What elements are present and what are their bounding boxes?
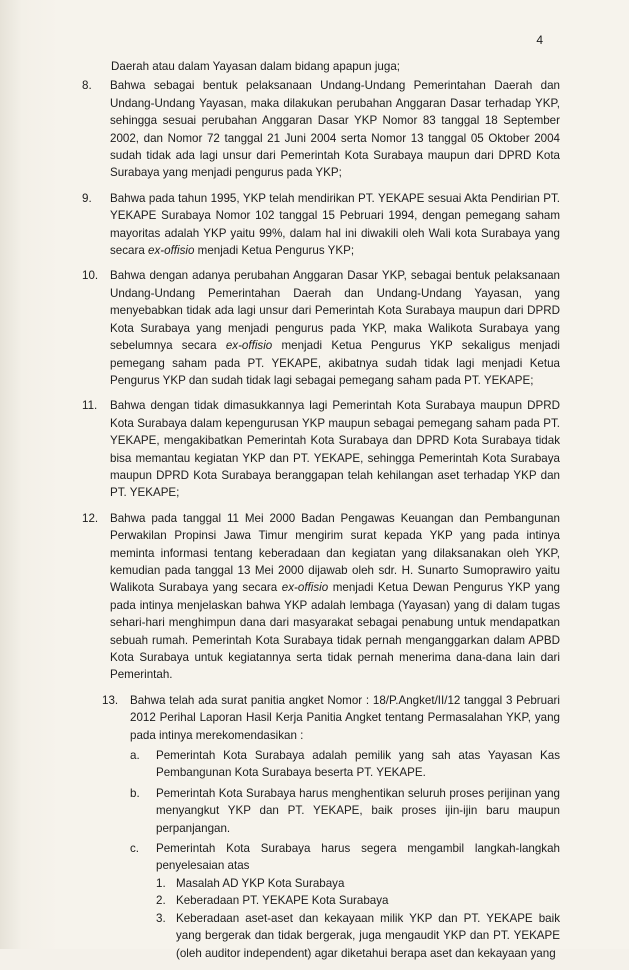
numbered-point-1 [156,875,560,892]
item-text: Bahwa telah ada surat panitia angket Nomor : 18/P.Angket/II/12 tanggal 3 Pebruari 2012 Perihal Laporan Hasil Kerja Panitia Angket tentang Permasalahan YKP, yang pada intinya merekomendasikan : [130,693,560,742]
item-number: 9. [82,191,92,205]
item-text: Bahwa sebagai bentuk pelaksanaan Undang-Undang Pemerintahan Daerah dan Undang-Undang Yayasan, maka dilakukan perubahan Anggaran Dasar terhadap YKP, sehingga sesuai perubahan Anggaran Dasar YKP Nomor 83 tanggal 18 September 2002, dan Nomor 72 tanggal 21 Juni 2004 serta Nomor 13 tanggal 05 Oktober 2004 sudah tidak ada lagi unsur dari Pemerintah Kota Surabaya maupun dari DPRD Kota Surabaya yang menjadi pengurus pada YKP; [110,79,560,180]
sub-item-b [130,785,560,837]
page-number: 4 [536,33,543,47]
italic-term: ex-offisio [281,581,329,595]
list-item-11 [82,397,560,501]
list-item-13 [102,692,560,962]
numbered-point-2 [156,892,560,909]
point-number: 2. [156,894,166,908]
point-text: Masalah AD YKP Kota Surabaya [176,876,345,890]
document-body [82,58,560,970]
sub-item-c [130,840,560,962]
list-item-10 [82,267,560,389]
point-text: Keberadaan aset-aset dan kekayaan milik YKP dan PT. YEKAPE baik yang bergerak dan tidak bergerak, juga mengaudit YKP dan PT. YEKAPE (oleh auditor independent) agar diketahui berapa aset dan kekayaan yang [176,911,560,960]
list-item-9 [82,190,560,260]
item-text: Bahwa pada tahun 1995, YKP telah mendirikan PT. YEKAPE sesuai Akta Pendirian PT. YEKAPE Surabaya Nomor 102 tanggal 15 Pebruari 1994, dengan pemegang saham mayoritas adalah YKP yaitu 99%, dalam hal ini diwakili oleh Wali kota Surabaya yang secara ex-offisio menjadi Ketua Pengurus YKP; [110,191,560,258]
item-number: 12. [82,511,99,525]
item-number: 13. [102,693,119,707]
item-text: Bahwa dengan tidak dimasukkannya lagi Pemerintah Kota Surabaya maupun DPRD Kota Surabaya dalam kepengurusan YKP maupun sebagai pemegang saham pada PT. YEKAPE, mengakibatkan Pemerintah Kota Surabaya dan DPRD Kota Surabaya tidak bisa memantau kegiatan YKP dan PT. YEKAPE, sehingga Pemerintah Kota Surabaya maupun DPRD Kota Surabaya beranggapan telah kehilangan aset terhadap YKP dan PT. YEKAPE; [110,399,560,500]
sub-item-text: Pemerintah Kota Surabaya harus menghentikan seluruh proses perijinan yang menyangkut YKP dan PT. YEKAPE, baik proses ijin-ijin baru maupun perpanjangan. [156,786,560,835]
sub-item-text: Pemerintah Kota Surabaya adalah pemilik yang sah atas Yayasan Kas Pembangunan Kota Surabaya beserta PT. YEKAPE. [156,749,560,780]
item-number: 11. [82,399,98,413]
item-number: 8. [82,79,92,93]
list-item-12 [82,510,560,684]
list-item-8 [82,77,560,181]
item-number: 10. [82,269,99,283]
italic-term: ex-offisio [148,244,195,258]
item-text: Bahwa dengan adanya perubahan Anggaran Dasar YKP, sebagai bentuk pelaksanaan Undang-Undang Pemerintahan Daerah dan Undang-Undang Yayasan, yang menyebabkan tidak ada lagi unsur dari Pemerintah Kota Surabaya maupun dari DPRD Kota Surabaya yang menjadi pengurus pada YKP, maka Walikota Surabaya yang sebelumnya secara ex-offisio menjadi Ketua Pengurus YKP sekaligus menjadi pemegang saham pada PT. YEKAPE, akibatnya sudah tidak lagi menjadi Ketua Pengurus YKP dan sudah tidak lagi sebagai pemegang saham pada PT. YEKAPE; [110,269,560,387]
point-text: Keberadaan PT. YEKAPE Kota Surabaya [176,894,389,908]
sub-item-letter: a. [130,749,140,763]
numbered-point-3 [156,910,560,962]
sub-item-letter: c. [130,842,140,856]
italic-term: ex-offisio [225,339,273,353]
sub-item-a [130,747,560,782]
sub-item-c-block [156,840,560,962]
sub-item-text: Pemerintah Kota Surabaya harus segera mengambil langkah-langkah penyelesaian atas [156,842,560,873]
point-number: 1. [156,876,166,890]
intro-line: Daerah atau dalam Yayasan dalam bidang apapun juga; [111,60,400,73]
point-number: 3. [156,911,166,925]
item-text: Bahwa pada tanggal 11 Mei 2000 Badan Pengawas Keuangan dan Pembangunan Perwakilan Propinsi Jawa Timur mengirim surat kepada YKP yang pada intinya meminta informasi tentang keberadaan dan kegiatan yang dilaksanakan oleh YKP, kemudian pada tanggal 13 Mei 2000 dijawab oleh sdr. H. Sunarto Sumoprawiro yaitu Walikota Surabaya yang secara ex-offisio menjadi Ketua Dewan Pengurus YKP yang pada intinya menjelaskan bahwa YKP adalah lembaga (Yayasan) yang di dalam tugas sehari-hari menghimpun dana dari masyarakat sebagai penabung untuk mendapatkan sebuah rumah. Pemerintah Kota Surabaya tidak pernah menganggarkan dalam APBD Kota Surabaya untuk kegiatannya serta tidak pernah menerima dana-dana lain dari Pemerintah. [110,511,560,682]
sub-item-letter: b. [130,786,140,800]
item-text-block [130,692,560,962]
